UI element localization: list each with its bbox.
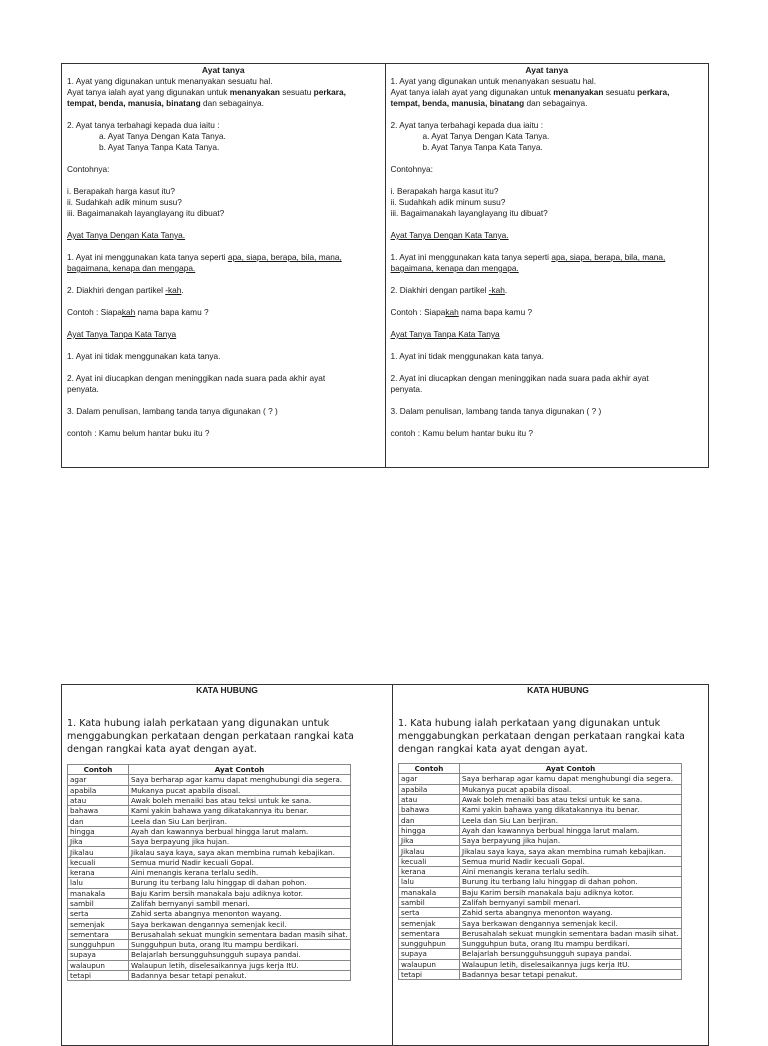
- example-sentence-cell: Baju Karim bersih manakala baju adiknya kotor.: [460, 887, 682, 897]
- card-paragraph: 1. Kata hubung ialah perkataan yang digunakan untuk menggabungkan perkataan dengan perkataan rangkai kata dengan rangkai kata ayat dengan ayat.: [398, 718, 685, 755]
- table-row: [68, 867, 351, 877]
- text-run: menanyakan: [553, 87, 604, 97]
- card-title: Ayat tanya: [201, 65, 245, 75]
- card-title: KATA HUBUNG: [196, 685, 258, 695]
- text-line: [67, 208, 380, 219]
- table-row: [68, 785, 351, 795]
- text-line: [391, 131, 704, 142]
- text-line: [391, 219, 704, 230]
- example-sentence-cell: Aini menangis kerana terlalu sedih.: [460, 866, 682, 876]
- text-line: [391, 197, 704, 208]
- example-sentence-cell: Jikalau saya kaya, saya akan membina rumah kebajikan.: [460, 846, 682, 856]
- table-row: [399, 856, 682, 866]
- example-sentence-cell: Saya berkawan dengannya semenjak kecil.: [129, 919, 351, 929]
- text-line: [67, 142, 380, 153]
- text-line: [67, 318, 380, 329]
- text-run: kah: [121, 307, 136, 317]
- example-sentence-cell: Badannya besar tetapi penakut.: [460, 969, 682, 979]
- table-row: [68, 898, 351, 908]
- table-row: [399, 939, 682, 949]
- example-sentence-cell: Berusahalah sekuat mungkin sementara badan masih sihat.: [460, 928, 682, 938]
- conjunction-cell: lalu: [399, 877, 460, 887]
- card-body: [391, 76, 704, 439]
- conjunction-cell: semenjak: [68, 919, 129, 929]
- example-sentence-cell: Belajarlah bersungguhsungguh supaya pandai.: [129, 950, 351, 960]
- example-sentence-cell: Sungguhpun buta, orang Itu mampu berdikari.: [460, 939, 682, 949]
- text-run: sesuatu: [603, 87, 638, 97]
- table-row: [399, 918, 682, 928]
- card-body: [67, 76, 380, 439]
- text-run: perkara,: [313, 87, 346, 97]
- example-sentence-cell: Burung itu terbang lalu hinggap di dahan pohon.: [460, 877, 682, 887]
- text-run: Contohnya:: [390, 164, 433, 174]
- table-row: [399, 959, 682, 969]
- table-row: [399, 794, 682, 804]
- text-run: 2. Ayat ini diucapkan dengan meninggikan nada suara pada akhir ayat: [390, 373, 649, 383]
- text-run: .: [181, 285, 184, 295]
- example-sentence-cell: Mukanya pucat apabila disoal.: [129, 785, 351, 795]
- text-run: 3. Dalam penulisan, lambang tanda tanya digunakan ( ? ): [67, 406, 278, 416]
- text-line: [67, 219, 380, 230]
- text-run: Ayat Tanya Dengan Kata Tanya.: [390, 230, 509, 240]
- conjunction-cell: supaya: [68, 950, 129, 960]
- ayat-tanya-card-right: [385, 64, 709, 467]
- text-line: [67, 230, 380, 241]
- example-sentence-cell: Leela dan Siu Lan berjiran.: [460, 815, 682, 825]
- example-sentence-cell: Zalifah bernyanyi sambil menari.: [460, 897, 682, 907]
- text-line: [67, 175, 380, 186]
- column-header: Ayat Contoh: [129, 765, 351, 775]
- text-run: 2. Diakhiri dengan partikel: [67, 285, 166, 295]
- text-run: a. Ayat Tanya Dengan Kata Tanya.: [99, 131, 226, 141]
- text-line: [391, 307, 704, 318]
- text-run: Ayat tanya ialah ayat yang digunakan untuk: [390, 87, 554, 97]
- table-row: [68, 878, 351, 888]
- table-row: [68, 940, 351, 950]
- conjunction-cell: hingga: [399, 825, 460, 835]
- table-row: [399, 866, 682, 876]
- text-run: -kah: [488, 285, 505, 295]
- text-line: [391, 175, 704, 186]
- text-run: 1. Ayat ini tidak menggunakan kata tanya.: [390, 351, 544, 361]
- conjunction-cell: Jika: [68, 837, 129, 847]
- conjunction-cell: kerana: [399, 866, 460, 876]
- text-line: [67, 395, 380, 406]
- text-line: [67, 131, 380, 142]
- text-line: [67, 373, 380, 384]
- text-run: 2. Diakhiri dengan partikel: [390, 285, 489, 295]
- text-line: [391, 285, 704, 296]
- text-run: sesuatu: [279, 87, 314, 97]
- text-run: 1. Ayat yang digunakan untuk menanyakan sesuatu hal.: [390, 76, 597, 86]
- conjunction-cell: manakala: [68, 888, 129, 898]
- conjunction-cell: sungguhpun: [399, 939, 460, 949]
- text-run: contoh : Kamu belum hantar buku itu ?: [67, 428, 210, 438]
- conjunction-cell: bahawa: [399, 805, 460, 815]
- conjunction-cell: bahawa: [68, 806, 129, 816]
- text-line: [391, 186, 704, 197]
- text-line: [67, 362, 380, 373]
- table-row: [68, 847, 351, 857]
- example-sentence-cell: Awak boleh menaiki bas atau teksi untuk ke sana.: [129, 795, 351, 805]
- text-line: [391, 153, 704, 164]
- text-run: Ayat Tanya Tanpa Kata Tanya: [390, 329, 500, 339]
- text-run: b. Ayat Tanya Tanpa Kata Tanya.: [422, 142, 543, 152]
- text-run: i. Berapakah harga kasut itu?: [67, 186, 175, 196]
- conjunction-cell: Jikalau: [399, 846, 460, 856]
- table-row: [399, 846, 682, 856]
- table-row: [68, 826, 351, 836]
- conjunction-cell: atau: [399, 794, 460, 804]
- conjunction-cell: kerana: [68, 867, 129, 877]
- text-line: [391, 428, 704, 439]
- table-row: [399, 774, 682, 784]
- text-run: tempat, benda, manusia, binatang: [67, 98, 201, 108]
- text-line: [391, 340, 704, 351]
- table-row: [399, 887, 682, 897]
- table-row: [399, 877, 682, 887]
- text-line: [67, 263, 380, 274]
- conjunction-cell: tetapi: [68, 970, 129, 980]
- text-line: [391, 406, 704, 417]
- text-line: [67, 307, 380, 318]
- kata-hubung-table: [398, 763, 682, 980]
- table-row: [68, 960, 351, 970]
- text-line: [67, 252, 380, 263]
- conjunction-cell: sambil: [399, 897, 460, 907]
- conjunction-cell: manakala: [399, 887, 460, 897]
- text-run: ii. Sudahkah adik minum susu?: [67, 197, 182, 207]
- text-line: [67, 351, 380, 362]
- text-run: 3. Dalam penulisan, lambang tanda tanya digunakan ( ? ): [390, 406, 602, 416]
- table-row: [399, 805, 682, 815]
- ayat-tanya-card-left: [62, 64, 385, 467]
- text-run: Contohnya:: [67, 164, 110, 174]
- conjunction-cell: lalu: [68, 878, 129, 888]
- conjunction-cell: dan: [68, 816, 129, 826]
- text-run: 2. Ayat ini diucapkan dengan meninggikan nada suara pada akhir ayat: [67, 373, 326, 383]
- example-sentence-cell: Leela dan Siu Lan berjiran.: [129, 816, 351, 826]
- example-sentence-cell: Berusahalah sekuat mungkin sementara badan masih sihat.: [129, 929, 351, 939]
- card-title: Ayat tanya: [525, 65, 569, 75]
- text-run: dan sebagainya.: [524, 98, 588, 108]
- example-sentence-cell: Saya berharap agar kamu dapat menghubungi dia segera.: [129, 775, 351, 785]
- kata-hubung-card-right: [392, 685, 723, 1045]
- conjunction-cell: sementara: [68, 929, 129, 939]
- text-line: [67, 329, 380, 340]
- example-sentence-cell: Zahid serta abangnya menonton wayang.: [460, 908, 682, 918]
- table-row: [399, 908, 682, 918]
- table-row: [399, 949, 682, 959]
- text-run: 1. Ayat ini tidak menggunakan kata tanya.: [67, 351, 221, 361]
- table-row: [399, 969, 682, 979]
- table-row: [68, 857, 351, 867]
- text-run: i. Berapakah harga kasut itu?: [390, 186, 499, 196]
- kata-hubung-sheet: [61, 684, 709, 1046]
- conjunction-cell: walaupun: [399, 959, 460, 969]
- example-sentence-cell: Saya berharap agar kamu dapat menghubungi dia segera.: [460, 774, 682, 784]
- ayat-tanya-sheet: [61, 63, 709, 468]
- text-run: b. Ayat Tanya Tanpa Kata Tanya.: [99, 142, 220, 152]
- text-line: [391, 362, 704, 373]
- text-line: [67, 296, 380, 307]
- table-row: [68, 919, 351, 929]
- example-sentence-cell: Baju Karim bersih manakala baju adiknya kotor.: [129, 888, 351, 898]
- text-run: contoh : Kamu belum hantar buku itu ?: [390, 428, 534, 438]
- table-row: [68, 837, 351, 847]
- example-sentence-cell: Jikalau saya kaya, saya akan membina rumah kebajikan.: [129, 847, 351, 857]
- kata-hubung-card-left: [62, 685, 392, 1045]
- example-sentence-cell: Walaupun letih, diselesaikannya jugs kerja ItU.: [460, 959, 682, 969]
- text-run: Ayat Tanya Tanpa Kata Tanya: [67, 329, 177, 339]
- text-line: [67, 241, 380, 252]
- text-run: Ayat Tanya Dengan Kata Tanya.: [67, 230, 186, 240]
- text-run: nama bapa kamu ?: [135, 307, 209, 317]
- table-row: [68, 795, 351, 805]
- table-row: [399, 825, 682, 835]
- text-line: [67, 109, 380, 120]
- conjunction-cell: sungguhpun: [68, 940, 129, 950]
- text-run: iii. Bagaimanakah layanglayang itu dibuat?: [390, 208, 548, 218]
- table-row: [68, 950, 351, 960]
- text-line: [391, 230, 704, 241]
- example-sentence-cell: Zalifah bernyanyi sambil menari.: [129, 898, 351, 908]
- conjunction-cell: agar: [68, 775, 129, 785]
- text-run: 1. Ayat yang digunakan untuk menanyakan sesuatu hal.: [67, 76, 273, 86]
- text-run: nama bapa kamu ?: [458, 307, 533, 317]
- table-row: [399, 928, 682, 938]
- text-run: penyata.: [67, 384, 99, 394]
- text-line: [67, 428, 380, 439]
- text-run: kah: [445, 307, 459, 317]
- table-row: [68, 888, 351, 898]
- text-line: [391, 351, 704, 362]
- text-line: [67, 285, 380, 296]
- text-run: -kah: [165, 285, 182, 295]
- text-run: 1. Ayat ini menggunakan kata tanya seperti: [67, 252, 228, 262]
- text-line: [67, 120, 380, 131]
- conjunction-cell: hingga: [68, 826, 129, 836]
- example-sentence-cell: Kami yakin bahawa yang dikatakannya itu benar.: [129, 806, 351, 816]
- text-line: [391, 142, 704, 153]
- table-row: [68, 970, 351, 980]
- example-sentence-cell: Aini menangis kerana terlalu sedih.: [129, 867, 351, 877]
- column-header: Contoh: [68, 765, 129, 775]
- text-run: penyata.: [390, 384, 423, 394]
- text-line: [67, 76, 380, 87]
- example-sentence-cell: Belajarlah bersungguhsungguh supaya pandai.: [460, 949, 682, 959]
- conjunction-cell: Jika: [399, 836, 460, 846]
- text-line: [391, 384, 704, 395]
- text-line: [391, 395, 704, 406]
- text-line: [391, 263, 704, 274]
- example-sentence-cell: Semua murid Nadir kecuali Gopal.: [460, 856, 682, 866]
- conjunction-cell: tetapi: [399, 969, 460, 979]
- text-run: apa, siapa, berapa, bila, mana,: [551, 252, 666, 262]
- column-header: Ayat Contoh: [460, 764, 682, 774]
- text-line: [67, 406, 380, 417]
- text-run: a. Ayat Tanya Dengan Kata Tanya.: [422, 131, 550, 141]
- text-line: [391, 241, 704, 252]
- text-line: [67, 340, 380, 351]
- conjunction-cell: serta: [399, 908, 460, 918]
- text-line: [391, 87, 704, 98]
- text-run: menanyakan: [229, 87, 280, 97]
- text-line: [67, 153, 380, 164]
- table-row: [68, 816, 351, 826]
- table-row: [399, 784, 682, 794]
- text-run: 2. Ayat tanya terbahagi kepada dua iaitu :: [390, 120, 544, 130]
- text-line: [391, 329, 704, 340]
- conjunction-cell: kecuali: [68, 857, 129, 867]
- table-row: [68, 806, 351, 816]
- text-line: [391, 98, 704, 109]
- text-run: dan sebagainya.: [200, 98, 264, 108]
- example-sentence-cell: Saya berpayung jika hujan.: [460, 836, 682, 846]
- text-run: bagaimana, kenapa dan mengapa.: [390, 263, 519, 273]
- kata-hubung-table: [67, 764, 351, 981]
- text-line: [67, 417, 380, 428]
- text-run: bagaimana, kenapa dan mengapa.: [67, 263, 196, 273]
- conjunction-cell: sementara: [399, 928, 460, 938]
- conjunction-cell: Jikalau: [68, 847, 129, 857]
- text-run: Contoh : Siapa: [67, 307, 122, 317]
- text-line: [67, 274, 380, 285]
- text-run: Contoh : Siapa: [390, 307, 446, 317]
- conjunction-cell: sambil: [68, 898, 129, 908]
- column-header: Contoh: [399, 764, 460, 774]
- text-line: [391, 109, 704, 120]
- text-line: [67, 186, 380, 197]
- text-line: [391, 164, 704, 175]
- example-sentence-cell: Saya berkawan dengannya semenjak kecil.: [460, 918, 682, 928]
- conjunction-cell: supaya: [399, 949, 460, 959]
- table-row: [399, 815, 682, 825]
- example-sentence-cell: Kami yakin bahawa yang dikatakannya itu benar.: [460, 805, 682, 815]
- text-line: [391, 373, 704, 384]
- text-run: Ayat tanya ialah ayat yang digunakan untuk: [67, 87, 230, 97]
- example-sentence-cell: Ayah dan kawannya berbual hingga larut malam.: [129, 826, 351, 836]
- card-paragraph: 1. Kata hubung ialah perkataan yang digunakan untuk menggabungkan perkataan dengan perkataan rangkai kata dengan rangkai kata ayat dengan ayat.: [67, 718, 354, 755]
- conjunction-cell: atau: [68, 795, 129, 805]
- example-sentence-cell: Saya berpayung jika hujan.: [129, 837, 351, 847]
- conjunction-cell: walaupun: [68, 960, 129, 970]
- example-sentence-cell: Badannya besar tetapi penakut.: [129, 970, 351, 980]
- table-row: [68, 775, 351, 785]
- text-run: perkara,: [637, 87, 670, 97]
- conjunction-cell: semenjak: [399, 918, 460, 928]
- conjunction-cell: kecuali: [399, 856, 460, 866]
- text-line: [391, 296, 704, 307]
- text-run: apa, siapa, berapa, bila, mana,: [227, 252, 342, 262]
- example-sentence-cell: Burung itu terbang lalu hinggap di dahan pohon.: [129, 878, 351, 888]
- conjunction-cell: dan: [399, 815, 460, 825]
- text-run: .: [504, 285, 508, 295]
- table-row: [68, 909, 351, 919]
- example-sentence-cell: Zahid serta abangnya menonton wayang.: [129, 909, 351, 919]
- example-sentence-cell: Awak boleh menaiki bas atau teksi untuk ke sana.: [460, 794, 682, 804]
- example-sentence-cell: Walaupun letih, diselesaikannya jugs kerja ItU.: [129, 960, 351, 970]
- table-row: [399, 836, 682, 846]
- conjunction-cell: apabila: [68, 785, 129, 795]
- text-line: [391, 318, 704, 329]
- text-line: [67, 164, 380, 175]
- table-row: [399, 897, 682, 907]
- text-line: [391, 120, 704, 131]
- text-line: [67, 98, 380, 109]
- text-line: [391, 252, 704, 263]
- text-line: [67, 197, 380, 208]
- text-run: ii. Sudahkah adik minum susu?: [390, 197, 506, 207]
- text-line: [391, 274, 704, 285]
- text-line: [391, 417, 704, 428]
- text-line: [67, 87, 380, 98]
- example-sentence-cell: Mukanya pucat apabila disoal.: [460, 784, 682, 794]
- text-line: [391, 76, 704, 87]
- conjunction-cell: serta: [68, 909, 129, 919]
- text-run: iii. Bagaimanakah layanglayang itu dibuat?: [67, 208, 225, 218]
- example-sentence-cell: Sungguhpun buta, orang Itu mampu berdikari.: [129, 940, 351, 950]
- conjunction-cell: agar: [399, 774, 460, 784]
- conjunction-cell: apabila: [399, 784, 460, 794]
- text-line: [391, 208, 704, 219]
- text-run: 1. Ayat ini menggunakan kata tanya seperti: [390, 252, 552, 262]
- text-run: tempat, benda, manusia, binatang: [390, 98, 525, 108]
- example-sentence-cell: Ayah dan kawannya berbual hingga larut malam.: [460, 825, 682, 835]
- example-sentence-cell: Semua murid Nadir kecuali Gopal.: [129, 857, 351, 867]
- text-run: 2. Ayat tanya terbahagi kepada dua iaitu :: [67, 120, 220, 130]
- card-title: KATA HUBUNG: [527, 685, 589, 695]
- table-row: [68, 929, 351, 939]
- text-line: [67, 384, 380, 395]
